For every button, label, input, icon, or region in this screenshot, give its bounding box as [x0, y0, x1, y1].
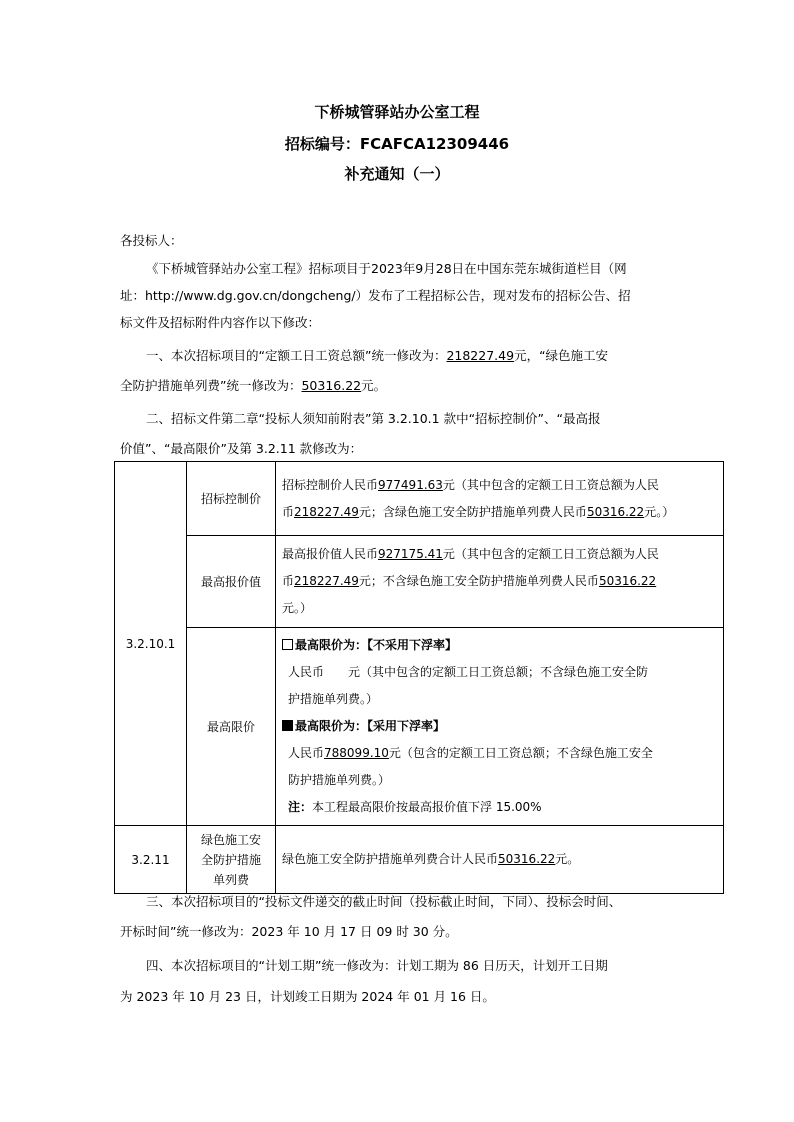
item-4-line-1: 四、本次招标项目的“计划工期”统一修改为：计划工期为 86 日历天，计划开工日期 — [146, 958, 608, 973]
item-3-line-1: 三、本次招标项目的“投标文件递交的截止时间（投标截止时间，下同）、投标会时间、 — [146, 894, 622, 909]
cell-text: 招标控制价人民币 — [282, 477, 379, 492]
notice-title: 补充通知（一） — [344, 165, 450, 183]
unchecked-box-icon — [282, 639, 293, 650]
intro-line-3: 标文件及招标附件内容作以下修改： — [120, 315, 321, 330]
item-2-line-2: 价值”、“最高限价”及第 3.2.11 款修改为： — [120, 441, 363, 456]
cell-text: 元。） — [644, 504, 675, 519]
clause-cell: 3.2.11 — [115, 826, 187, 894]
row-label-line: 绿色施工安 — [200, 832, 261, 847]
max-limit-value: 788099.10 — [324, 746, 389, 760]
cell-text: 元。 — [555, 852, 580, 866]
option-title: 最高限价为：【采用下浮率】 — [295, 719, 446, 733]
row-label: 招标控制价 — [187, 462, 276, 536]
intro-line-2: 址：http://www.dg.gov.cn/dongcheng/）发布了工程招标公告，现对发布的招标公告、招 — [120, 288, 631, 303]
cell-text: 元。） — [282, 601, 313, 615]
intro-line-1: 《下桥城管驿站办公室工程》招标项目于2023年9月28日在中国东莞东城街道栏目（网 — [146, 261, 627, 276]
checked-box-icon — [282, 720, 293, 731]
row-content — [276, 462, 724, 536]
wage-total-value: 218227.49 — [446, 348, 515, 363]
row-label: 最高报价值 — [187, 536, 276, 628]
cell-text: 护措施单列费。） — [288, 692, 379, 706]
wage-total-value: 218227.49 — [294, 574, 359, 588]
row-label — [187, 826, 276, 894]
item-1-text: 全防护措施单列费”统一修改为： — [120, 378, 302, 393]
item-3-line-2: 开标时间”统一修改为：2023 年 10 月 17 日 09 时 30 分。 — [120, 924, 458, 939]
max-quote-value: 927175.41 — [378, 547, 443, 561]
cell-text: 最高报价值人民币 — [282, 547, 379, 561]
row-content — [276, 536, 724, 628]
cell-text: 币 — [282, 574, 295, 588]
green-fee-value: 50316.22 — [301, 378, 362, 393]
cell-text: 元；含绿色施工安全防护措施单列费人民币 — [358, 504, 587, 519]
salutation: 各投标人： — [120, 233, 183, 248]
project-title: 下桥城管驿站办公室工程 — [314, 103, 480, 121]
cell-text: 绿色施工安全防护措施单列费合计人民币 — [282, 852, 499, 866]
item-4-line-2: 为 2023 年 10 月 23 日，计划竣工日期为 2024 年 01 月 16 日。 — [120, 989, 495, 1004]
cell-text: 元；不含绿色施工安全防护措施单列费人民币 — [358, 574, 599, 588]
cell-text: 币 — [282, 504, 295, 519]
row-label-line: 单列费 — [212, 872, 249, 887]
row-label: 最高限价 — [187, 628, 276, 826]
note-label: 注： — [288, 800, 313, 814]
note-text: 本工程最高限价按最高报价值下浮 15.00% — [312, 800, 542, 814]
row-label-line: 全防护措施 — [200, 852, 261, 867]
item-1-line-2 — [120, 376, 386, 394]
table-row — [115, 536, 724, 628]
row-content — [276, 826, 724, 894]
cell-text: 人民币 元（其中包含的定额工日工资总额；不含绿色施工安全防 — [288, 665, 649, 679]
row-content — [276, 628, 724, 826]
item-1-text: 元。 — [361, 378, 387, 393]
bid-number: 招标编号：FCAFCA12309446 — [284, 135, 510, 153]
cell-text: 人民币 — [288, 746, 325, 760]
cell-text: 元（其中包含的定额工日工资总额为人民 — [442, 477, 659, 492]
amendment-table — [114, 461, 724, 894]
option-title: 最高限价为：【不采用下浮率】 — [295, 638, 458, 652]
item-2-line-1: 二、招标文件第二章“投标人须知前附表”第 3.2.10.1 款中“招标控制价”、“最高报 — [146, 411, 601, 426]
cell-text: 防护措施单列费。） — [288, 773, 391, 787]
green-fee-value: 50316.22 — [586, 504, 645, 519]
green-fee-value: 50316.22 — [598, 574, 657, 588]
item-1-text: 元，“绿色施工安 — [514, 348, 609, 363]
table-row — [115, 826, 724, 894]
control-price-value: 977491.63 — [378, 477, 443, 492]
wage-total-value: 218227.49 — [294, 504, 359, 519]
table-row — [115, 628, 724, 826]
cell-text: 元（其中包含的定额工日工资总额为人民 — [442, 547, 659, 561]
clause-cell: 3.2.10.1 — [115, 462, 187, 826]
item-1-line-1 — [146, 346, 608, 364]
table-row — [115, 462, 724, 536]
item-1-text: 一、本次招标项目的“定额工日工资总额”统一修改为： — [146, 348, 447, 363]
green-fee-value: 50316.22 — [498, 852, 556, 866]
cell-text: 元（包含的定额工日工资总额；不含绿色施工安全 — [388, 746, 653, 760]
